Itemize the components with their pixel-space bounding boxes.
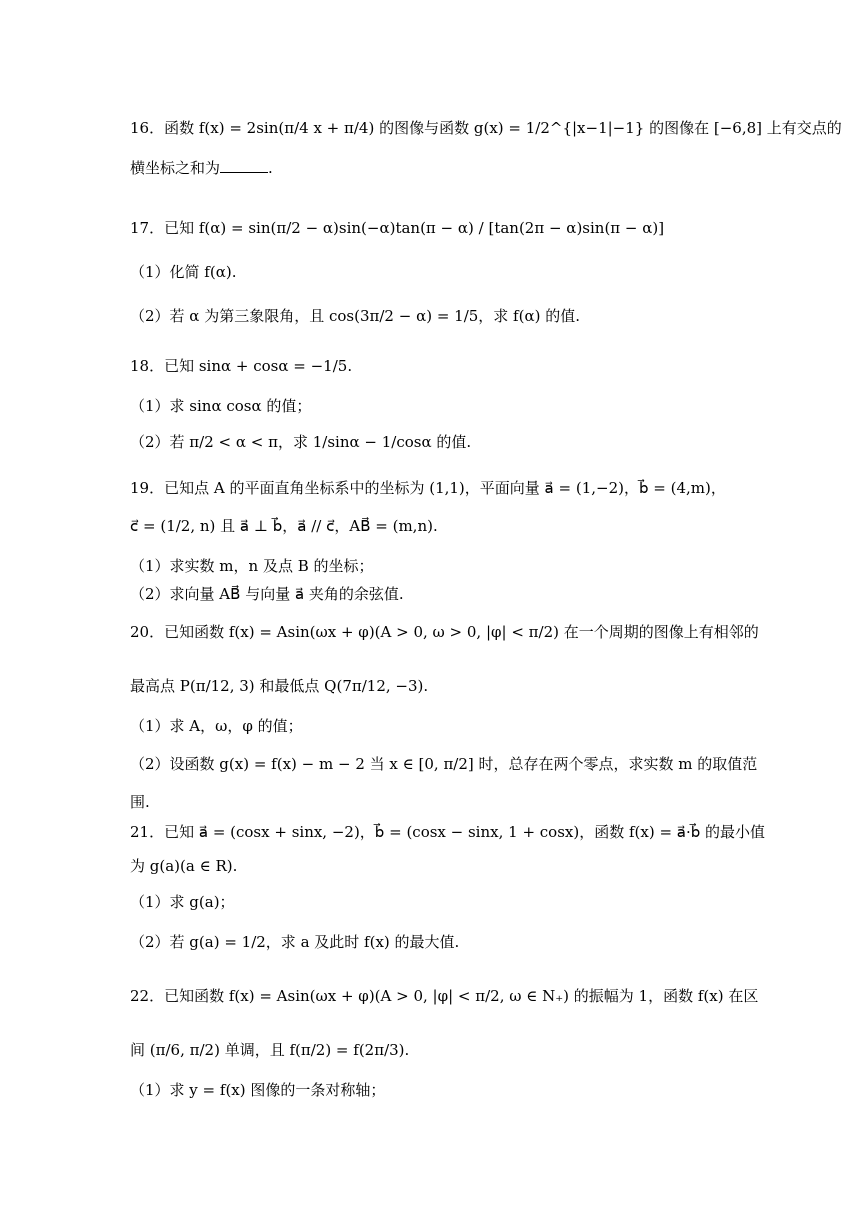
problem-16-text: 横坐标之和为 [130,159,221,177]
problem-20-stem-2: 最高点 P(π/12, 3) 和最低点 Q(7π/12, −3). [130,677,429,695]
problem-21-question-1: （1）求 g(a)； [130,893,235,911]
problem-20-stem-1: 20．已知函数 f(x) = Asin(ωx + φ)(A > 0, ω > 0, |φ| < π/2) 在一个周期的图像上有相邻的 [130,623,759,641]
problem-16-line-2 [130,158,273,178]
problem-22-question-1: （1）求 y = f(x) 图像的一条对称轴； [130,1081,386,1099]
problem-19-stem-2: c⃗ = (1/2, n) 且 a⃗ ⊥ b⃗，a⃗ // c⃗，AB⃗ = (m,n). [130,517,438,535]
problem-18-question-2: （2）若 π/2 < α < π，求 1/sinα − 1/cosα 的值. [130,433,472,451]
problem-17-question-1: （1）化简 f(α). [130,263,237,281]
problem-17-question-2: （2）若 α 为第三象限角，且 cos(3π/2 − α) = 1/5，求 f(α) 的值. [130,307,580,325]
problem-19-question-2: （2）求向量 AB⃗ 与向量 a⃗ 夹角的余弦值. [130,585,404,603]
problem-22-stem-1: 22．已知函数 f(x) = Asin(ωx + φ)(A > 0, |φ| < π/2, ω ∈ N₊) 的振幅为 1，函数 f(x) 在区 [130,987,759,1005]
problem-21-stem-1: 21．已知 a⃗ = (cosx + sinx, −2)，b⃗ = (cosx − sinx, 1 + cosx)，函数 f(x) = a⃗·b⃗ 的最小值 [130,823,766,841]
problem-22-stem-2: 间 (π/6, π/2) 单调，且 f(π/2) = f(2π/3). [130,1041,410,1059]
answer-blank [220,158,268,173]
problem-16-line-1: 16．函数 f(x) = 2sin(π/4 x + π/4) 的图像与函数 g(x) = 1/2^{|x−1|−1} 的图像在 [−6,8] 上有交点的 [130,119,842,137]
problem-19-stem-1: 19．已知点 A 的平面直角坐标系中的坐标为 (1,1)，平面向量 a⃗ = (1,−2)，b⃗ = (4,m)， [130,479,726,497]
problem-21-question-2: （2）若 g(a) = 1/2，求 a 及此时 f(x) 的最大值. [130,933,460,951]
problem-20-question-1: （1）求 A，ω，φ 的值； [130,717,303,735]
problem-19-question-1: （1）求实数 m，n 及点 B 的坐标； [130,557,374,575]
problem-18-stem: 18．已知 sinα + cosα = −1/5. [130,357,353,375]
problem-20-question-2b: 围. [130,793,150,811]
problem-18-question-1: （1）求 sinα cosα 的值； [130,397,312,415]
problem-17-stem: 17．已知 f(α) = sin(π/2 − α)sin(−α)tan(π − α) / [tan(2π − α)sin(π − α)] [130,219,665,237]
problem-21-stem-2: 为 g(a)(a ∈ R). [130,857,238,875]
problem-16-period: . [268,159,273,177]
problem-20-question-2a: （2）设函数 g(x) = f(x) − m − 2 当 x ∈ [0, π/2] 时，总存在两个零点，求实数 m 的取值范 [130,755,758,773]
